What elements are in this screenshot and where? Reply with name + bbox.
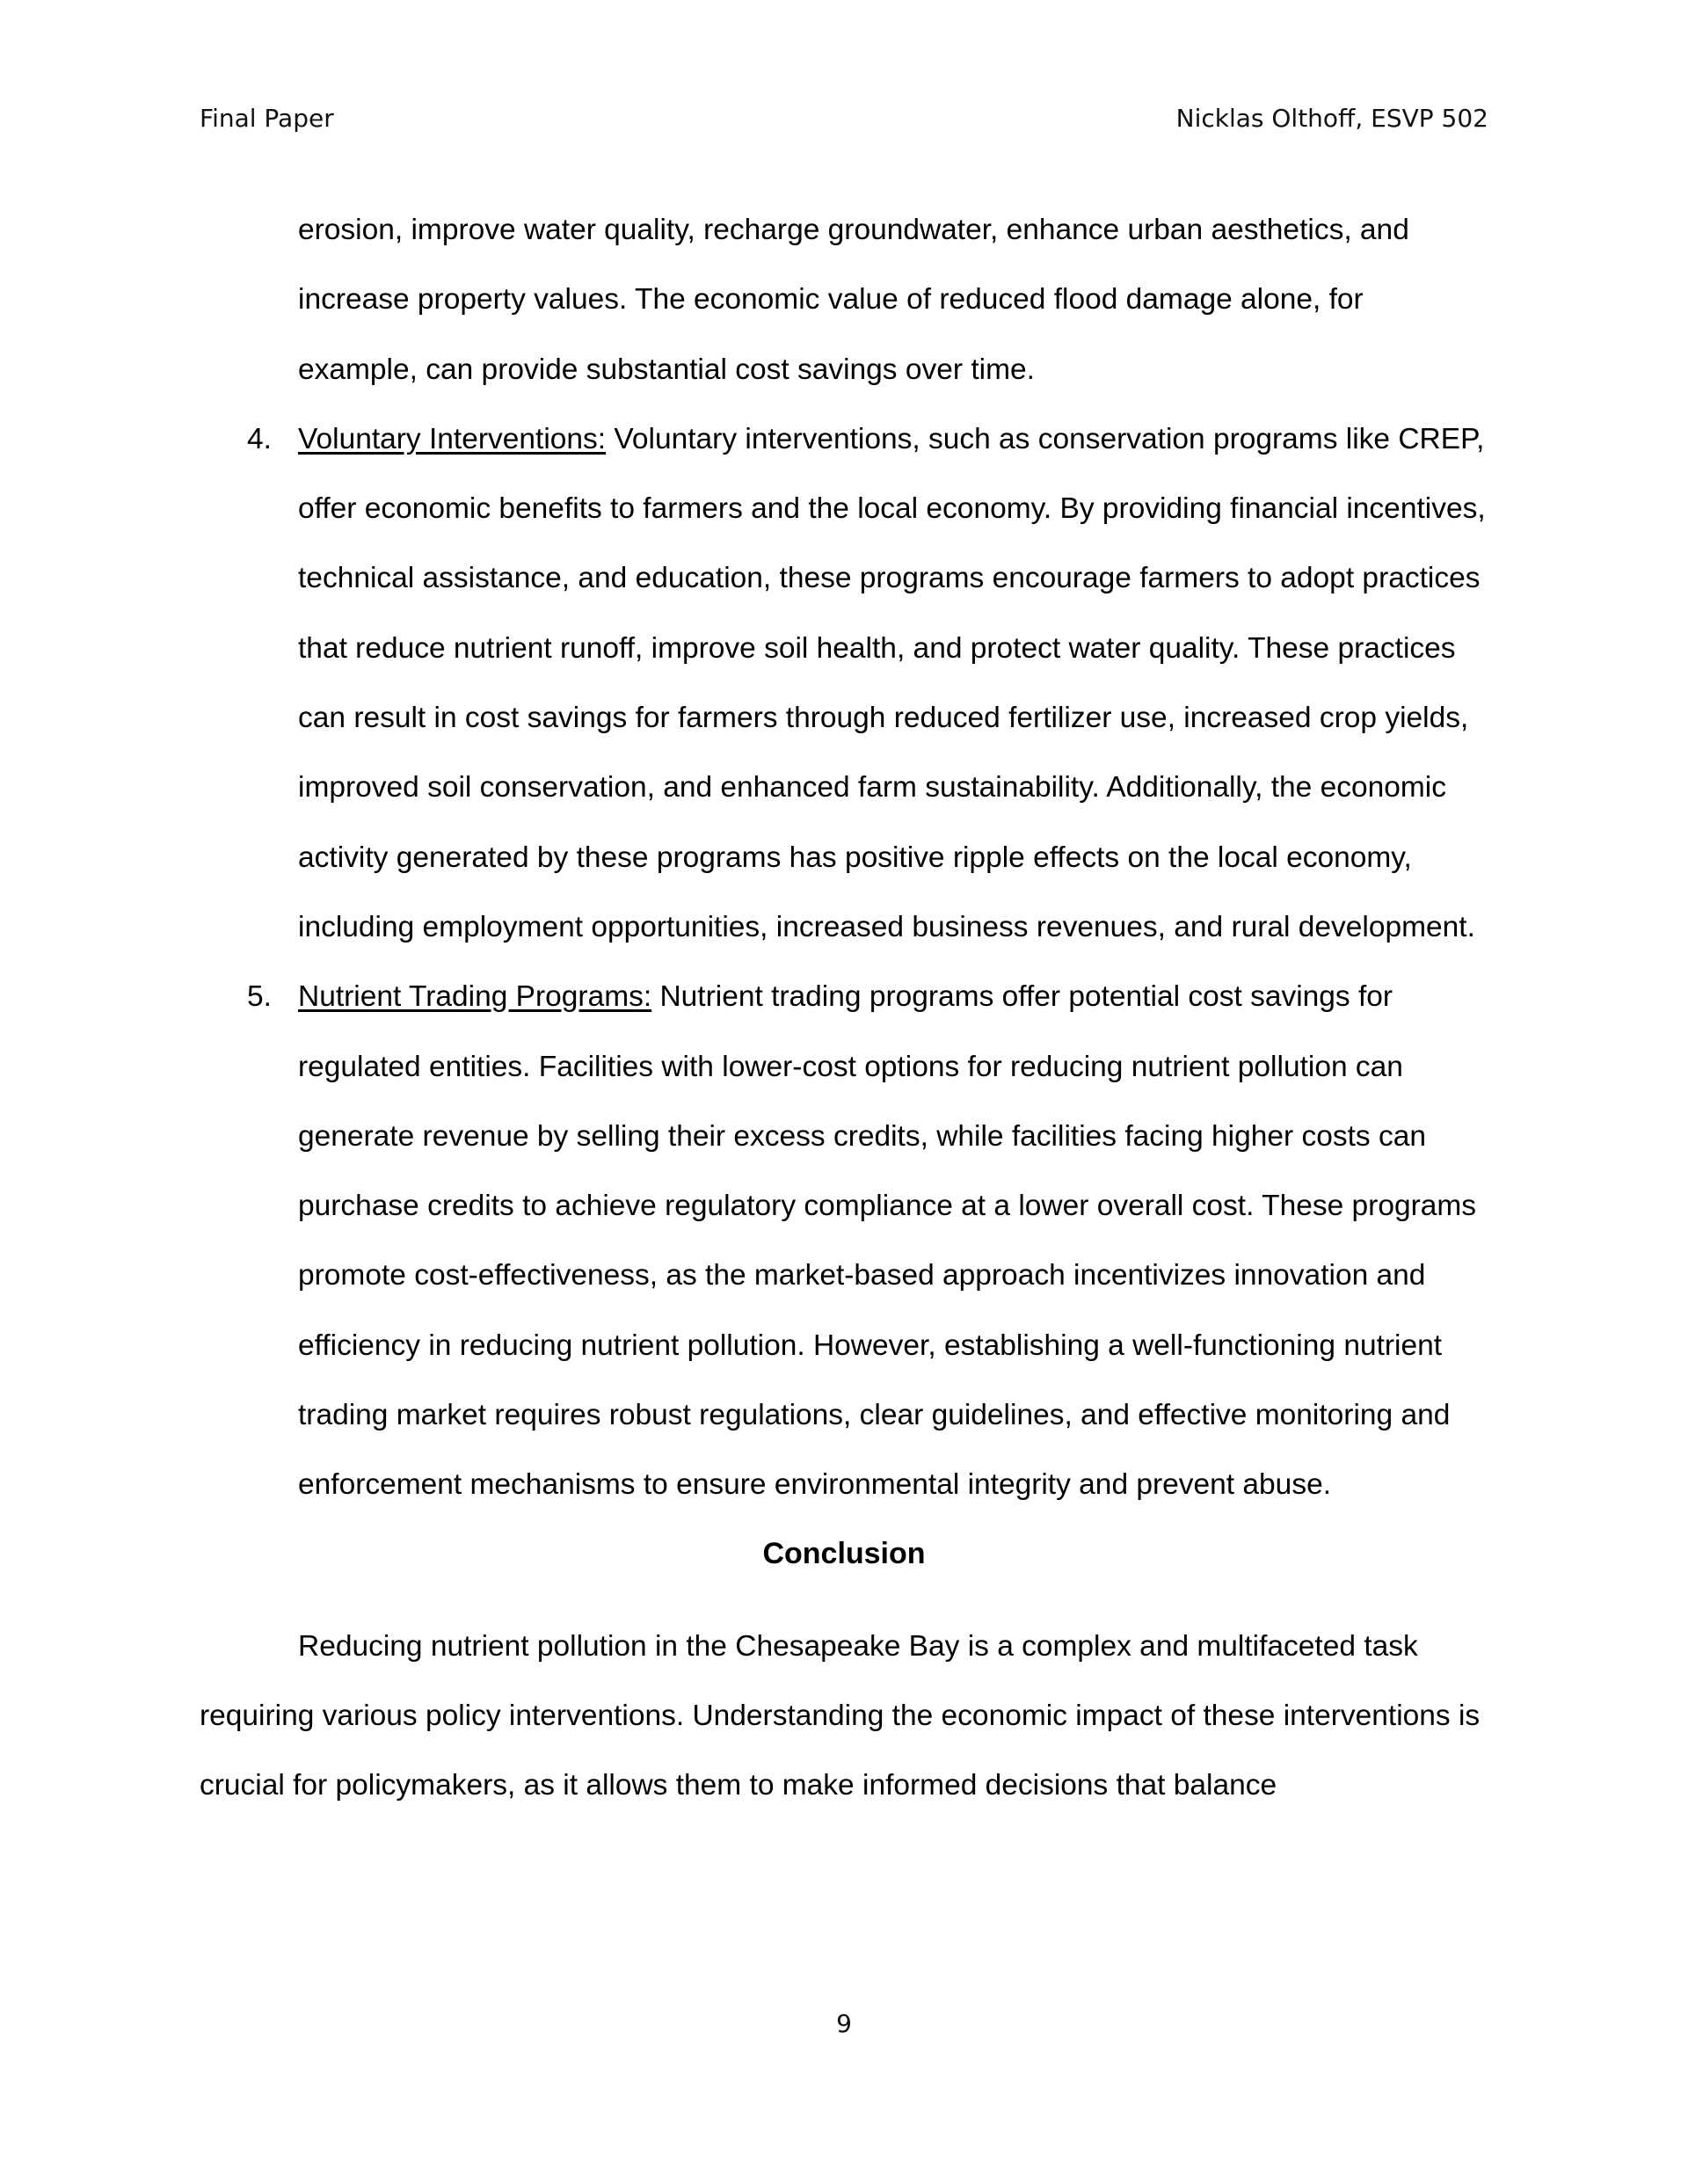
header-author-course: Nicklas Olthoff, ESVP 502 <box>1175 104 1488 133</box>
page-header <box>200 101 1488 136</box>
list-item-text: Voluntary interventions, such as conservation programs like CREP, offer economic benefits to farmers and the local economy. By providing financial incentives, technical assistance, and education, these programs encourage farmers to adopt practices that reduce nutrient runoff, improve soil health, and protect water quality. These practices can result in cost savings for farmers through reduced fertilizer use, increased crop yields, improved soil conservation, and enhanced farm sustainability. Additionally, the economic activity generated by these programs has positive ripple effects on the local economy, including employment opportunities, increased business revenues, and rural development. <box>298 422 1486 943</box>
list-item-text: Nutrient trading programs offer potential cost savings for regulated entities. Facilities with lower-cost options for reducing nutrient pollution can generate revenue by selling their excess credits, while facilities facing higher costs can purchase credits to achieve regulatory compliance at a lower overall cost. These programs promote cost-effectiveness, as the market-based approach incentivizes innovation and efficiency in reducing nutrient pollution. However, establishing a well-functioning nutrient trading market requires robust regulations, clear guidelines, and effective monitoring and enforcement mechanisms to ensure environmental integrity and prevent abuse. <box>298 980 1477 1502</box>
list-item <box>200 404 1488 962</box>
list-item <box>200 962 1488 1519</box>
list-item-term: Nutrient Trading Programs: <box>298 980 652 1014</box>
header-title: Final Paper <box>200 104 334 133</box>
continued-paragraph: erosion, improve water quality, recharge groundwater, enhance urban aesthetics, and increase property values. The economic value of reduced flood damage alone, for example, can provide substantial cost savings over time. <box>298 214 1409 386</box>
list-item-number: 4. <box>247 422 272 455</box>
list-item-number: 5. <box>247 980 272 1014</box>
page-body <box>200 195 1488 1821</box>
conclusion-paragraph: Reducing nutrient pollution in the Chesapeake Bay is a complex and multifaceted task requiring various policy interventions. Understanding the economic impact of these interventions is crucial for policymakers, as it allows them to make informed decisions that balance <box>200 1629 1481 1802</box>
numbered-list <box>200 404 1488 1520</box>
section-heading: Conclusion <box>762 1536 926 1570</box>
page-number: 9 <box>836 2009 852 2038</box>
list-item-term: Voluntary Interventions: <box>298 422 607 455</box>
